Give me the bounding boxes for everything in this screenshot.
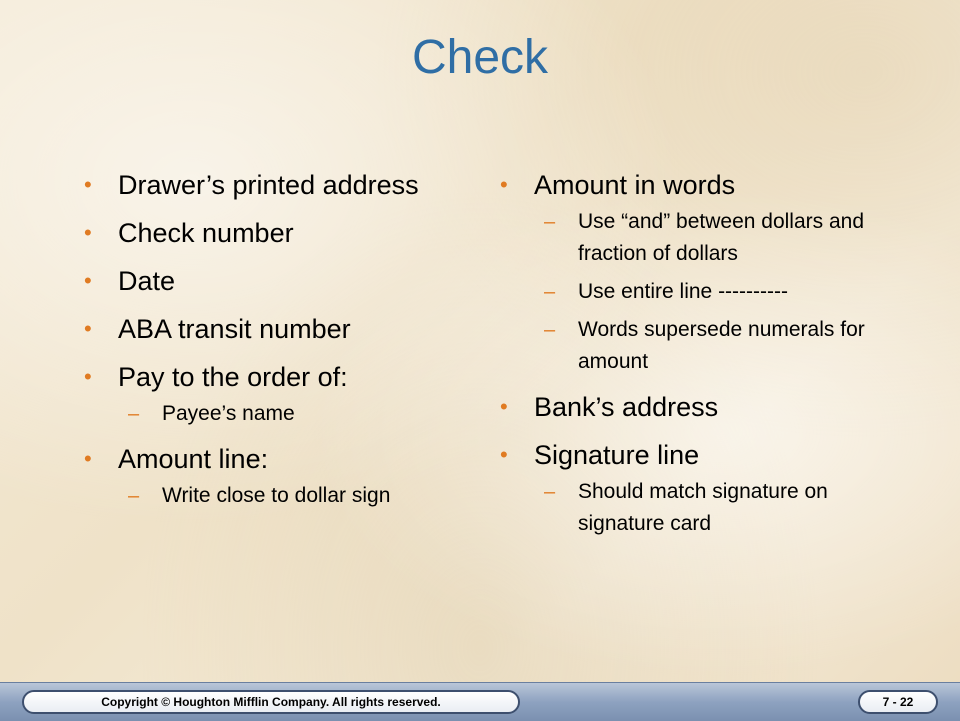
bullet-icon: • — [84, 364, 92, 389]
dash-icon: – — [544, 211, 556, 233]
sub-bullet-text: Payee’s name — [162, 402, 295, 425]
dash-icon: – — [128, 403, 140, 425]
sub-bullet-text: Words supersede numerals for amount — [578, 318, 865, 373]
bullet-item — [500, 436, 880, 540]
sub-bullet-item — [544, 206, 880, 270]
bullet-icon: • — [84, 268, 92, 293]
bullet-text: Check number — [118, 218, 294, 248]
bullet-icon: • — [500, 442, 508, 467]
sub-bullet-text: Write close to dollar sign — [162, 484, 391, 507]
dash-icon: – — [544, 281, 556, 303]
bullet-text: Amount in words — [534, 170, 736, 200]
bullet-item — [84, 310, 464, 348]
bullet-icon: • — [84, 172, 92, 197]
dash-icon: – — [544, 319, 556, 341]
slide-title: Check — [411, 31, 549, 84]
bullet-icon: • — [84, 316, 92, 341]
bullet-text: Date — [118, 266, 176, 296]
sub-bullet-item — [128, 398, 464, 430]
bullet-text: Bank’s address — [534, 392, 719, 422]
sub-bullet-text: Use entire line ---------- — [578, 280, 788, 303]
bullet-item — [84, 262, 464, 300]
sub-bullet-text: Should match signature on signature card — [578, 480, 828, 535]
bullet-text: Drawer’s printed address — [118, 170, 419, 200]
bullet-text: ABA transit number — [118, 314, 351, 344]
page-number: 7 - 22 — [858, 690, 938, 714]
dash-icon: – — [544, 481, 556, 503]
sub-bullet-item — [544, 476, 880, 540]
bullet-icon: • — [84, 446, 92, 471]
bullet-item — [84, 166, 464, 204]
bullet-icon: • — [500, 394, 508, 419]
bullet-icon: • — [84, 220, 92, 245]
bullet-text: Amount line: — [118, 444, 269, 474]
sub-bullet-text: Use “and” between dollars and fraction of dollars — [578, 210, 865, 265]
bullet-item — [500, 388, 880, 426]
left-bullet-list — [84, 166, 464, 522]
bullet-item — [84, 440, 464, 512]
copyright-notice: Copyright © Houghton Mifflin Company. All rights reserved. — [22, 690, 520, 714]
right-bullet-list — [500, 166, 880, 550]
bullet-icon: • — [500, 172, 508, 197]
bullet-item — [84, 358, 464, 430]
bullet-text: Pay to the order of: — [118, 362, 348, 392]
bullet-item — [84, 214, 464, 252]
sub-bullet-item — [544, 276, 880, 308]
sub-bullet-item — [544, 314, 880, 378]
sub-bullet-item — [128, 480, 464, 512]
bullet-text: Signature line — [534, 440, 700, 470]
bullet-item — [500, 166, 880, 378]
dash-icon: – — [128, 485, 140, 507]
